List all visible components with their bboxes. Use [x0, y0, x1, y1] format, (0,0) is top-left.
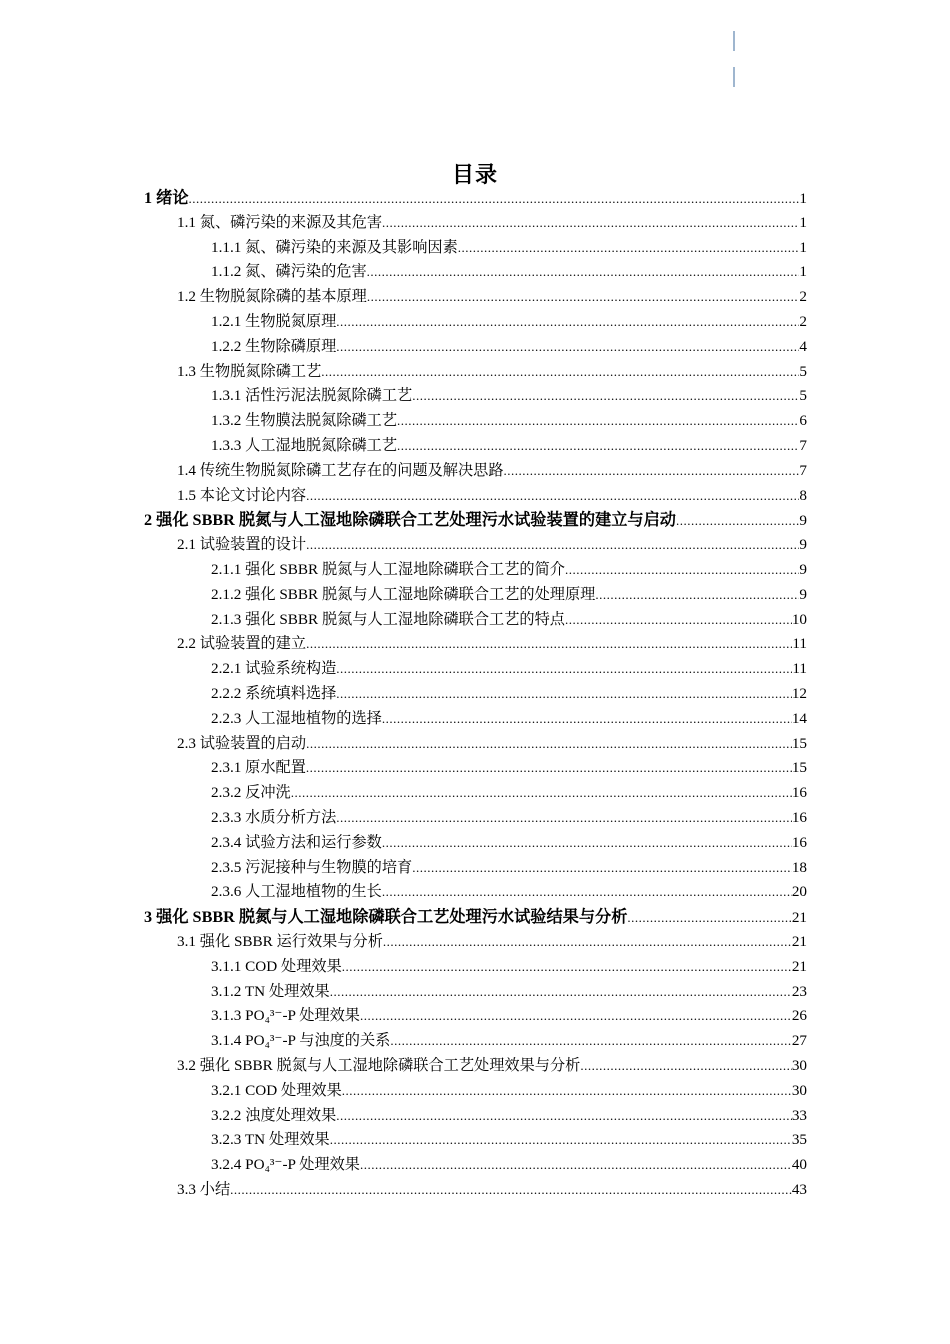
toc-entry-level-3[interactable] — [211, 260, 807, 284]
toc-entry-title: 2.2.3 人工湿地植物的选择 — [211, 709, 382, 727]
toc-page-number: 9 — [799, 536, 807, 554]
toc-dot-leader — [595, 583, 799, 607]
toc-dot-leader — [676, 509, 799, 533]
toc-page-number: 9 — [799, 585, 807, 603]
toc-page-number: 16 — [791, 833, 807, 851]
toc-entry-title: 2.1.1 强化 SBBR 脱氮与人工湿地除磷联合工艺的简介 — [211, 561, 565, 578]
toc-entry-title: 2.3.6 人工湿地植物的生长 — [211, 883, 382, 901]
toc-entry-level-3[interactable] — [211, 657, 807, 681]
toc-entry-title: 3.2.1 COD 处理效果 — [211, 1081, 342, 1099]
toc-entry-title: 2.2 试验装置的建立 — [177, 635, 307, 653]
toc-entry-title: 1.3.3 人工湿地脱氮除磷工艺 — [211, 437, 398, 454]
toc-dot-leader — [580, 1054, 791, 1078]
toc-entry-title: 2 强化 SBBR 脱氮与人工湿地除磷联合工艺处理污水试验装置的建立与启动 — [144, 511, 676, 530]
toc-dot-leader — [382, 831, 792, 855]
toc-page-number: 15 — [791, 759, 807, 777]
toc-dot-leader — [504, 459, 800, 483]
toc-page-number: 16 — [791, 784, 807, 802]
toc-page-number: 30 — [791, 1057, 807, 1074]
toc-entry-level-3[interactable] — [211, 583, 807, 607]
toc-entry-title: 1 绪论 — [144, 189, 189, 207]
toc-entry-title: 3.1 强化 SBBR 运行效果与分析 — [177, 933, 383, 950]
toc-entry-level-3[interactable] — [211, 980, 807, 1004]
toc-entry-title: 2.3.2 反冲洗 — [211, 784, 291, 802]
toc-dot-leader — [382, 880, 792, 904]
toc-dot-leader — [565, 558, 799, 582]
toc-entry-level-3[interactable] — [211, 781, 807, 805]
toc-dot-leader — [230, 1178, 792, 1202]
toc-entry-title: 2.3 试验装置的启动 — [177, 734, 307, 752]
toc-entry-level-3[interactable] — [211, 1104, 807, 1128]
toc-entry-level-3[interactable] — [211, 955, 807, 979]
toc-entry-level-3[interactable] — [211, 880, 807, 904]
toc-entry-title: 3.1.3 PO₄³⁻-P 处理效果 — [211, 1007, 360, 1025]
toc-page-number: 11 — [792, 635, 807, 653]
toc-dot-leader — [412, 384, 799, 408]
toc-entry-title: 1.3 生物脱氮除磷工艺 — [177, 362, 322, 380]
toc-dot-leader — [336, 335, 799, 359]
toc-entry-title: 3.2.2 浊度处理效果 — [211, 1106, 337, 1124]
toc-dot-leader — [336, 310, 799, 334]
toc-page-number: 20 — [791, 883, 807, 901]
toc-entry-title: 1.1.2 氮、磷污染的危害 — [211, 263, 367, 281]
toc-dot-leader — [382, 707, 792, 731]
toc-dot-leader — [336, 682, 792, 706]
toc-dot-leader — [336, 806, 792, 830]
toc-entry-level-3[interactable] — [211, 335, 807, 359]
toc-dot-leader — [382, 211, 799, 235]
toc-page-number: 23 — [791, 982, 807, 1000]
toc-dot-leader — [360, 1153, 792, 1177]
toc-dot-leader — [627, 906, 791, 930]
toc-page-number: 40 — [791, 1156, 807, 1174]
toc-dot-leader — [383, 930, 792, 954]
toc-entry-title: 1.5 本论文讨论内容 — [177, 486, 307, 504]
toc-page-number: 15 — [791, 734, 807, 752]
toc-dot-leader — [189, 187, 800, 211]
toc-page-number: 1 — [799, 263, 807, 281]
toc-entry-level-3[interactable] — [211, 434, 807, 458]
toc-entry-level-2[interactable] — [177, 1054, 807, 1078]
toc-page-number: 1 — [799, 213, 807, 231]
toc-page-number: 7 — [799, 461, 807, 479]
toc-page-number: 18 — [791, 858, 807, 876]
toc-page-number: 1 — [799, 190, 807, 207]
toc-entry-title: 3.3 小结 — [177, 1181, 231, 1198]
toc-page-number: 30 — [791, 1081, 807, 1099]
toc-entry-title: 2.3.3 水质分析方法 — [211, 809, 337, 826]
toc-entry-title: 2.2.1 试验系统构造 — [211, 660, 337, 678]
toc-entry-level-3[interactable] — [211, 558, 807, 582]
toc-page-number: 43 — [791, 1181, 807, 1198]
toc-page-number: 33 — [791, 1106, 807, 1124]
toc-dot-leader — [342, 1079, 792, 1103]
toc-entry-level-3[interactable] — [211, 310, 807, 334]
toc-page-number: 16 — [791, 809, 807, 826]
toc-entry-level-2[interactable] — [177, 484, 807, 508]
toc-entry-title: 3.1.4 PO₄³⁻-P 与浊度的关系 — [211, 1032, 391, 1050]
toc-entry-title: 1.2.1 生物脱氮原理 — [211, 313, 337, 330]
toc-page-number: 11 — [792, 660, 807, 678]
toc-page-number: 4 — [799, 337, 807, 355]
toc-entry-title: 3 强化 SBBR 脱氮与人工湿地除磷联合工艺处理污水试验结果与分析 — [144, 908, 628, 927]
toc-entry-level-3[interactable] — [211, 384, 807, 408]
toc-entry-level-2[interactable] — [177, 1178, 807, 1202]
toc-dot-leader — [321, 360, 799, 384]
toc-entry-level-2[interactable] — [177, 211, 807, 235]
toc-dot-leader — [367, 260, 800, 284]
toc-entry-level-2[interactable] — [177, 632, 807, 656]
toc-dot-leader — [360, 1004, 792, 1028]
toc-page-number: 5 — [799, 387, 807, 405]
toc-page-number: 27 — [791, 1032, 807, 1050]
toc-page-number: 1 — [799, 238, 807, 256]
toc-entry-title: 2.3.4 试验方法和运行参数 — [211, 833, 382, 851]
toc-entry-title: 1.1.1 氮、磷污染的来源及其影响因素 — [211, 238, 458, 256]
toc-entry-title: 2.1 试验装置的设计 — [177, 536, 307, 554]
toc-entry-title: 2.2.2 系统填料选择 — [211, 685, 337, 702]
toc-entry-level-2[interactable] — [177, 285, 807, 309]
toc-entry-level-2[interactable] — [177, 360, 807, 384]
toc-entry-title: 3.2 强化 SBBR 脱氮与人工湿地除磷联合工艺处理效果与分析 — [177, 1057, 581, 1074]
toc-entry-title: 3.1.1 COD 处理效果 — [211, 957, 342, 975]
toc-page-number: 2 — [799, 313, 807, 330]
toc-entry-level-3[interactable] — [211, 856, 807, 880]
toc-entry-title: 2.3.5 污泥接种与生物膜的培育 — [211, 858, 413, 876]
toc-dot-leader — [330, 980, 792, 1004]
toc-entry-level-2[interactable] — [177, 459, 807, 483]
toc-dot-leader — [458, 236, 800, 260]
toc-entry-title: 1.4 传统生物脱氮除磷工艺存在的问题及解决思路 — [177, 461, 504, 479]
toc-title: 目录 — [451, 163, 498, 188]
toc-entry-level-2[interactable] — [177, 533, 807, 557]
toc-entry-title: 3.1.2 TN 处理效果 — [211, 982, 330, 1000]
toc-entry-level-3[interactable] — [211, 806, 807, 830]
toc-dot-leader — [390, 1029, 791, 1053]
toc-entry-title: 1.2 生物脱氮除磷的基本原理 — [177, 288, 367, 306]
toc-page-number: 21 — [791, 957, 807, 975]
toc-page-number: 6 — [799, 412, 807, 430]
toc-entry-title: 3.2.4 PO₄³⁻-P 处理效果 — [211, 1156, 360, 1174]
toc-entry-level-3[interactable] — [211, 831, 807, 855]
toc-page-number: 8 — [799, 486, 807, 504]
toc-entry-level-3[interactable] — [211, 409, 807, 433]
header-marker-bottom — [733, 67, 735, 87]
toc-page-number: 9 — [799, 512, 807, 530]
toc-entry-level-3[interactable] — [211, 756, 807, 780]
toc-entry-level-3[interactable] — [211, 1079, 807, 1103]
toc-dot-leader — [342, 955, 792, 979]
toc-entry-title: 2.1.2 强化 SBBR 脱氮与人工湿地除磷联合工艺的处理原理 — [211, 585, 596, 603]
toc-dot-leader — [306, 533, 799, 557]
toc-page-number: 9 — [799, 561, 807, 578]
toc-dot-leader — [330, 1128, 792, 1152]
toc-page-number: 5 — [799, 362, 807, 380]
toc-entry-title: 1.1 氮、磷污染的来源及其危害 — [177, 213, 383, 231]
toc-page-number: 2 — [799, 288, 807, 306]
toc-page-number: 14 — [791, 709, 807, 727]
toc-page-number: 10 — [791, 610, 807, 628]
toc-entry-level-1[interactable] — [144, 905, 807, 929]
toc-dot-leader — [397, 409, 799, 433]
toc-page-number: 35 — [791, 1131, 807, 1149]
toc-page-number: 26 — [791, 1007, 807, 1025]
toc-entry-level-3[interactable] — [211, 236, 807, 260]
header-marker-top — [733, 31, 735, 51]
toc-entry-level-3[interactable] — [211, 608, 807, 632]
toc-page-number: 21 — [791, 933, 807, 950]
toc-dot-leader — [565, 608, 792, 632]
toc-page-number: 21 — [791, 909, 807, 927]
toc-entry-title: 1.3.1 活性污泥法脱氮除磷工艺 — [211, 387, 413, 405]
toc-dot-leader — [291, 781, 792, 805]
toc-entry-level-2[interactable] — [177, 732, 807, 756]
toc-entry-title: 2.1.3 强化 SBBR 脱氮与人工湿地除磷联合工艺的特点 — [211, 610, 565, 628]
toc-dot-leader — [306, 732, 792, 756]
toc-dot-leader — [336, 1104, 792, 1128]
toc-dot-leader — [306, 484, 799, 508]
toc-entry-title: 2.3.1 原水配置 — [211, 759, 306, 777]
toc-dot-leader — [397, 434, 799, 458]
toc-entry-level-3[interactable] — [211, 1004, 807, 1028]
toc-entry-title: 1.2.2 生物除磷原理 — [211, 337, 337, 355]
toc-dot-leader — [412, 856, 792, 880]
toc-entry-level-3[interactable] — [211, 1029, 807, 1053]
toc-dot-leader — [367, 285, 800, 309]
toc-entry-level-3[interactable] — [211, 682, 807, 706]
toc-entry-title: 3.2.3 TN 处理效果 — [211, 1131, 330, 1149]
toc-dot-leader — [306, 756, 792, 780]
toc-page-number: 12 — [791, 685, 807, 702]
toc-dot-leader — [336, 657, 792, 681]
toc-entry-level-1[interactable] — [144, 508, 807, 532]
toc-entry-title: 1.3.2 生物膜法脱氮除磷工艺 — [211, 412, 398, 430]
toc-page-number: 7 — [799, 437, 807, 454]
toc-entry-level-3[interactable] — [211, 1128, 807, 1152]
toc-entry-level-3[interactable] — [211, 707, 807, 731]
toc-entry-level-2[interactable] — [177, 930, 807, 954]
toc-entry-level-1[interactable] — [144, 186, 807, 210]
toc-entry-level-3[interactable] — [211, 1153, 807, 1177]
toc-dot-leader — [306, 632, 792, 656]
